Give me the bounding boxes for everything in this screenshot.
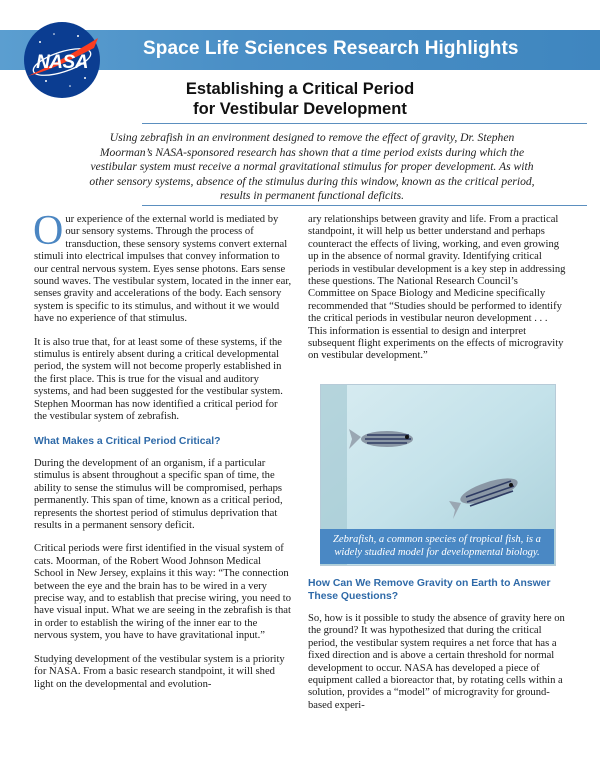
right-column-lower — [308, 578, 566, 712]
title-line-2: for Vestibular Development — [193, 100, 407, 118]
bottom-rule — [142, 205, 587, 206]
section-heading: How Can We Remove Gravity on Earth to Answer These Questions? — [308, 578, 551, 602]
left-column — [33, 208, 292, 691]
series-title: Space Life Sciences Research Highlights — [143, 38, 519, 59]
photo-caption: Zebrafish, a common species of tropical fish, is a widely studied model for developmental biology. — [320, 529, 554, 564]
right-column — [308, 214, 566, 363]
article-title — [0, 79, 600, 119]
paragraph: Studying development of the vestibular system is a priority for NASA. From a basic research standpoint, it will shed light on the developmental and evolution- — [34, 653, 285, 690]
paragraph: So, how is it possible to study the absence of gravity here on the ground? It was hypothesized that during the critical period, the vestibular system requires a net force that has a fixed direction and is above a certain threshold for normal development to occur. NASA has developed a piece of equipment called a bioreactor that, by rotating cells within a solution, provides a “model” of microgravity for ground-based experi- — [308, 613, 565, 711]
section-heading: What Makes a Critical Period Critical? — [34, 435, 221, 447]
paragraph: Our experience of the external world is mediated by our sensory systems. Through the process of transduction, these sensory systems convert external stimuli into electrical impulses that convey information to our central nervous system. Eyes sense photons. Ears sense sound waves. The vestibular system, located in the inner ear, senses gravity and accelerations of the body. Each sensory system is specific to its stimulus, and without it we would have no experience of that stimulus. — [33, 208, 292, 325]
paragraph: Critical periods were first identified in the visual system of cats. Moorman, of the Robert Wood Johnson Medical School in New Jersey, explains it this way: “The connection between the eye and the brain has to be wired in a very precise way, and to establish that precise wiring, you need to have visual input. What we are seeing in the zebrafish is that in order to establish the wiring of the inner ear to the nervous system, you have to have gravitational input.” — [34, 543, 292, 642]
svg-text:NASA: NASA — [36, 52, 88, 73]
intro-summary: Using zebrafish in an environment designed to remove the effect of gravity, Dr. Stephen Moorman’s NASA-sponsored research has shown that a time period exists during which the vestibular system must receive a normal gravitational stimulus for proper development. As with other sensory systems, absence of the stimulus during this window, known as the critical period, results in permanent functional deficits. — [89, 131, 535, 203]
paragraph: It is also true that, for at least some of these systems, if the stimulus is entirely absent during a critical developmental period, the system will not become properly established in the first place. This is true for the visual and auditory systems, and had been suggested for the vestibular system. Stephen Moorman has now identified a critical period for the vestibular system of zebrafish. — [34, 336, 283, 423]
paragraph: ary relationships between gravity and life. From a practical standpoint, it will help us better understand and perhaps counteract the effects of living, working, and even growing up in the absence of normal gravity. Identifying critical periods in vestibular development is a key step in addressing these questions. The National Research Council’s Committee on Space Biology and Medicine specifically recommended that “Studies should be performed to identify the critical periods in vestibular neuron development . . . This information is essential to design and interpret subsequent flight experiments on the effects of microgravity on vestibular development.” — [308, 214, 566, 362]
drop-cap: O — [33, 208, 64, 254]
title-line-1: Establishing a Critical Period — [185, 80, 415, 98]
paragraph: During the development of an organism, if a particular stimulus is absent throughout a specific span of time, the ability to sense the stimulus will be compromised, perhaps permanently. This span of time, known as a critical period, represents the shortest period of stimulus deprivation that results in a permanent sensory deficit. — [34, 458, 283, 532]
top-rule — [142, 123, 587, 124]
